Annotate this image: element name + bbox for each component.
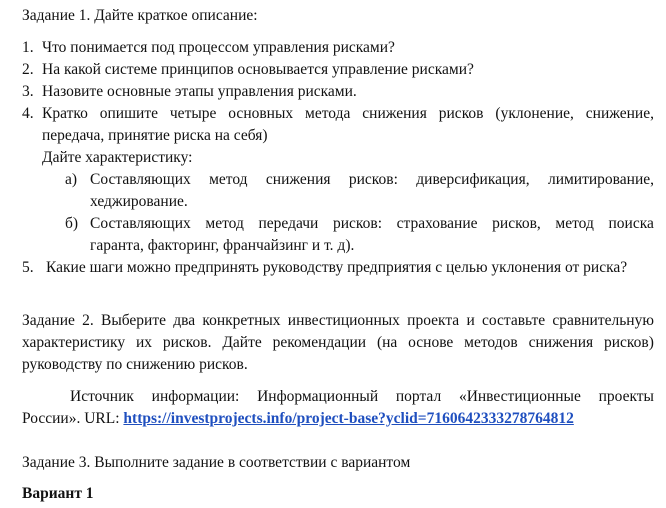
sub-intro: Дайте характеристику: [42, 149, 193, 166]
word: составьте [481, 312, 546, 329]
word: Составляющих [90, 171, 191, 188]
sub-item-label: а) [65, 171, 78, 188]
source-link[interactable]: https://investprojects.info/project-base?yclid=7160642333278764812 [123, 410, 574, 427]
word: два [173, 312, 196, 329]
word: характеристику [22, 334, 126, 351]
word: Составляющих [90, 215, 191, 232]
word: (на [376, 334, 398, 351]
word: рисков) [604, 334, 654, 351]
justified-text [22, 310, 654, 332]
task3-heading: Задание 3. Выполните задание в соответствии с вариантом [22, 454, 411, 471]
word: сравнительную [552, 312, 654, 329]
word: конкретных [202, 312, 281, 329]
word: рекомендации [272, 334, 367, 351]
word: портал [395, 388, 442, 405]
justified-text [42, 103, 654, 125]
list-item-text: Какие шаги можно предпринять руководству предприятия с целью уклонения от риска? [46, 259, 628, 276]
task2-line: руководству по снижению рисков. [22, 356, 248, 373]
word: основных [228, 105, 294, 122]
sub-item-text-line: хеджирование. [90, 193, 188, 210]
word: опишите [99, 105, 158, 122]
word: Выберите [100, 312, 166, 329]
word: четыре [169, 105, 217, 122]
word: Кратко [42, 105, 88, 122]
list-item-number: 2. [22, 61, 34, 78]
word: их [135, 334, 152, 351]
word: метод [209, 171, 248, 188]
word: метод [205, 215, 244, 232]
word: «Инвестиционные [458, 388, 581, 405]
word: передачи [258, 215, 319, 232]
sub-item-text-line: гаранта, факторинг, франчайзинг и т. д). [90, 237, 355, 254]
word: информации: [151, 388, 240, 405]
task1-heading: Задание 1. Дайте краткое описание: [22, 7, 258, 24]
justified-text [70, 386, 654, 408]
word: рисков, [492, 215, 541, 232]
word: Источник [70, 388, 134, 405]
word: страхование [396, 215, 478, 232]
justified-text [90, 169, 654, 191]
word: рисков: [332, 215, 383, 232]
list-item-text: Что понимается под процессом управления рисками? [42, 39, 395, 56]
word: лимитирование, [547, 171, 654, 188]
word: (уклонение, [495, 105, 574, 122]
task2-line [22, 310, 654, 332]
word: снижения [362, 105, 427, 122]
word: проекта [407, 312, 460, 329]
task2-line [22, 332, 654, 354]
source-line [70, 386, 654, 408]
word: Информационный [257, 388, 379, 405]
word: проекты [598, 388, 654, 405]
word: основе [408, 334, 454, 351]
word: снижение, [585, 105, 654, 122]
word: инвестиционных [287, 312, 400, 329]
word: рисков. [162, 334, 212, 351]
list-item-number: 4. [22, 105, 34, 122]
list-item-number: 5. [22, 259, 34, 276]
justified-text [22, 332, 654, 354]
word: снижения [265, 171, 331, 188]
source-url-line [22, 408, 574, 430]
word: диверсификация, [416, 171, 530, 188]
word: поиска [608, 215, 654, 232]
source-prefix: России». URL: [22, 410, 124, 427]
word: рисков [438, 105, 484, 122]
word: снижения [528, 334, 594, 351]
word: 2. [82, 312, 94, 329]
list-item-number: 1. [22, 39, 34, 56]
word: метод [555, 215, 594, 232]
list-item-text: На какой системе принципов основывается управление рисками? [42, 61, 474, 78]
variant-label: Вариант 1 [22, 485, 94, 502]
sub-item-label: б) [65, 215, 79, 232]
word: и [466, 312, 475, 329]
word: рисков: [348, 171, 398, 188]
sub-item-text-line [90, 213, 654, 235]
list-item-number: 3. [22, 83, 34, 100]
list-item-text-line: передача, принятие риска на себя) [42, 127, 268, 144]
word: метода [305, 105, 351, 122]
justified-text [90, 213, 654, 235]
list-item-text: Назовите основные этапы управления рисками. [42, 83, 357, 100]
word: Задание [22, 312, 75, 329]
word: методов [464, 334, 518, 351]
word: Дайте [222, 334, 262, 351]
list-item-text-line [42, 103, 654, 125]
sub-item-text-line [90, 169, 654, 191]
